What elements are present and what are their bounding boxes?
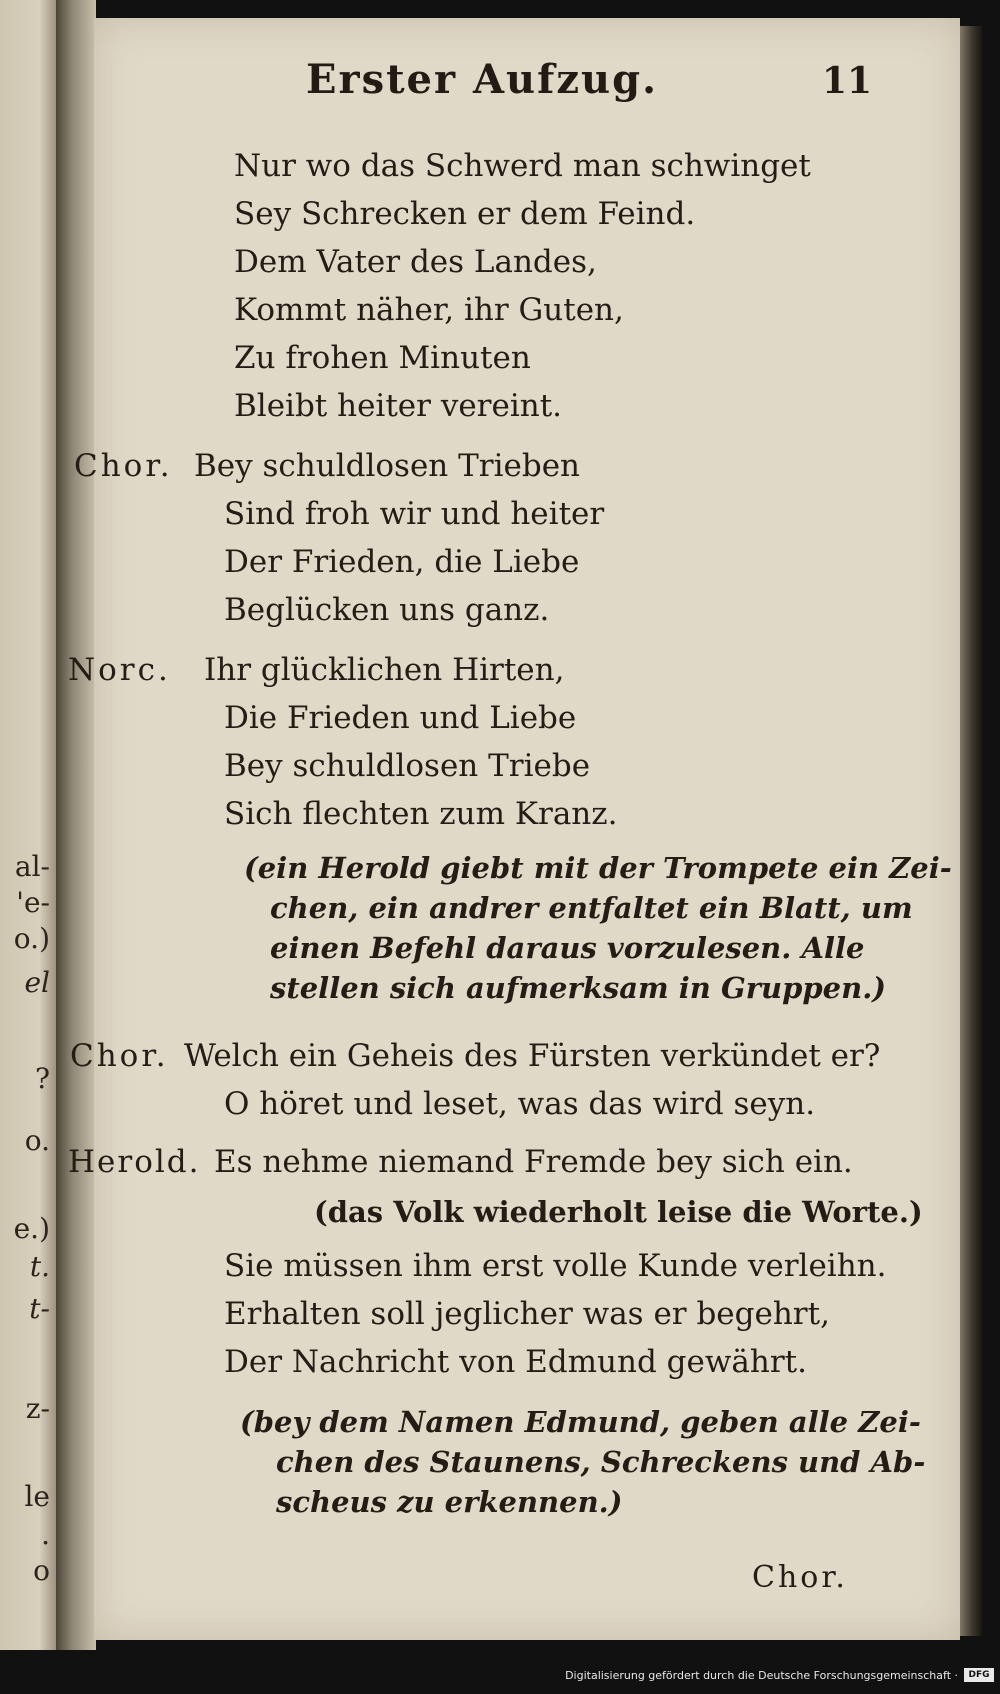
digitization-footer xyxy=(0,1660,1000,1694)
left-fragment: o.) xyxy=(13,922,50,955)
verse-line: Zu frohen Minuten xyxy=(234,340,531,376)
verse-line: Sich flechten zum Kranz. xyxy=(224,796,618,832)
verse-line: Sie müssen ihm erst volle Kunde verleihn. xyxy=(224,1248,887,1284)
left-fragment: ? xyxy=(34,1062,50,1095)
verse-line: Erhalten soll jeglicher was er begehrt, xyxy=(224,1296,830,1332)
verse-line: Sind froh wir und heiter xyxy=(224,496,605,532)
left-fragment: t- xyxy=(29,1292,50,1325)
running-title: Erster Aufzug. xyxy=(306,56,659,103)
verse-line: Die Frieden und Liebe xyxy=(224,700,577,736)
funding-credit: Digitalisierung gefördert durch die Deutsche Forschungsgemeinschaft · xyxy=(565,1669,958,1682)
stage-direction-line: einen Befehl daraus vorzulesen. Alle xyxy=(270,931,865,965)
verse-line: Sey Schrecken er dem Feind. xyxy=(234,196,696,232)
verse-line: Kommt näher, ihr Guten, xyxy=(234,292,624,328)
verse-line: Es nehme niemand Fremde bey sich ein. xyxy=(214,1144,853,1180)
left-fragment: al- xyxy=(14,850,50,883)
catchword: Chor. xyxy=(752,1560,848,1595)
left-fragment: 'e- xyxy=(16,886,50,919)
left-fragment: . xyxy=(41,1518,50,1551)
verse-line: Bey schuldlosen Trieben xyxy=(194,448,581,484)
book-page xyxy=(68,18,960,1640)
left-page-fragment xyxy=(0,0,56,1650)
verse-line: Dem Vater des Landes, xyxy=(234,244,597,280)
left-fragment: t. xyxy=(29,1250,50,1283)
left-fragment: e.) xyxy=(13,1212,50,1245)
verse-line: Ihr glücklichen Hirten, xyxy=(204,652,565,688)
speaker-label: Herold. xyxy=(68,1144,201,1180)
dfg-logo: DFG xyxy=(964,1668,994,1682)
stage-direction-line: chen des Staunens, Schreckens und Ab- xyxy=(276,1445,926,1479)
stage-direction-line: chen, ein andrer entfaltet ein Blatt, um xyxy=(270,891,913,925)
verse-line: Der Nachricht von Edmund gewährt. xyxy=(224,1344,807,1380)
running-header xyxy=(94,56,960,116)
verse-line: Beglücken uns ganz. xyxy=(224,592,550,628)
stage-direction-line: (ein Herold giebt mit der Trompete ein Zei- xyxy=(244,851,952,885)
left-fragment: o xyxy=(33,1554,50,1587)
verse-line: Der Frieden, die Liebe xyxy=(224,544,580,580)
stage-direction-line: (das Volk wiederholt leise die Worte.) xyxy=(314,1195,923,1229)
left-fragment: el xyxy=(24,966,50,999)
verse-line: Welch ein Geheis des Fürsten verkündet er? xyxy=(184,1038,881,1074)
speaker-label: Chor. xyxy=(74,448,173,484)
left-fragment: o. xyxy=(24,1124,50,1157)
left-fragment: z- xyxy=(25,1392,50,1425)
page-number: 11 xyxy=(822,60,873,102)
page-edge xyxy=(958,26,982,1636)
book-gutter xyxy=(56,0,96,1650)
verse-line: Bleibt heiter vereint. xyxy=(234,388,563,424)
verse-line: O höret und leset, was das wird seyn. xyxy=(224,1086,816,1122)
stage-direction-line: scheus zu erkennen.) xyxy=(276,1485,623,1519)
verse-line: Bey schuldlosen Triebe xyxy=(224,748,591,784)
left-fragment: le xyxy=(24,1480,50,1513)
verse-line: Nur wo das Schwerd man schwinget xyxy=(234,148,811,184)
stage-direction-line: stellen sich aufmerksam in Gruppen.) xyxy=(270,971,887,1005)
speaker-label: Chor. xyxy=(70,1038,169,1074)
speaker-label: Norc. xyxy=(68,652,171,688)
stage-direction-line: (bey dem Namen Edmund, geben alle Zei- xyxy=(240,1405,921,1439)
